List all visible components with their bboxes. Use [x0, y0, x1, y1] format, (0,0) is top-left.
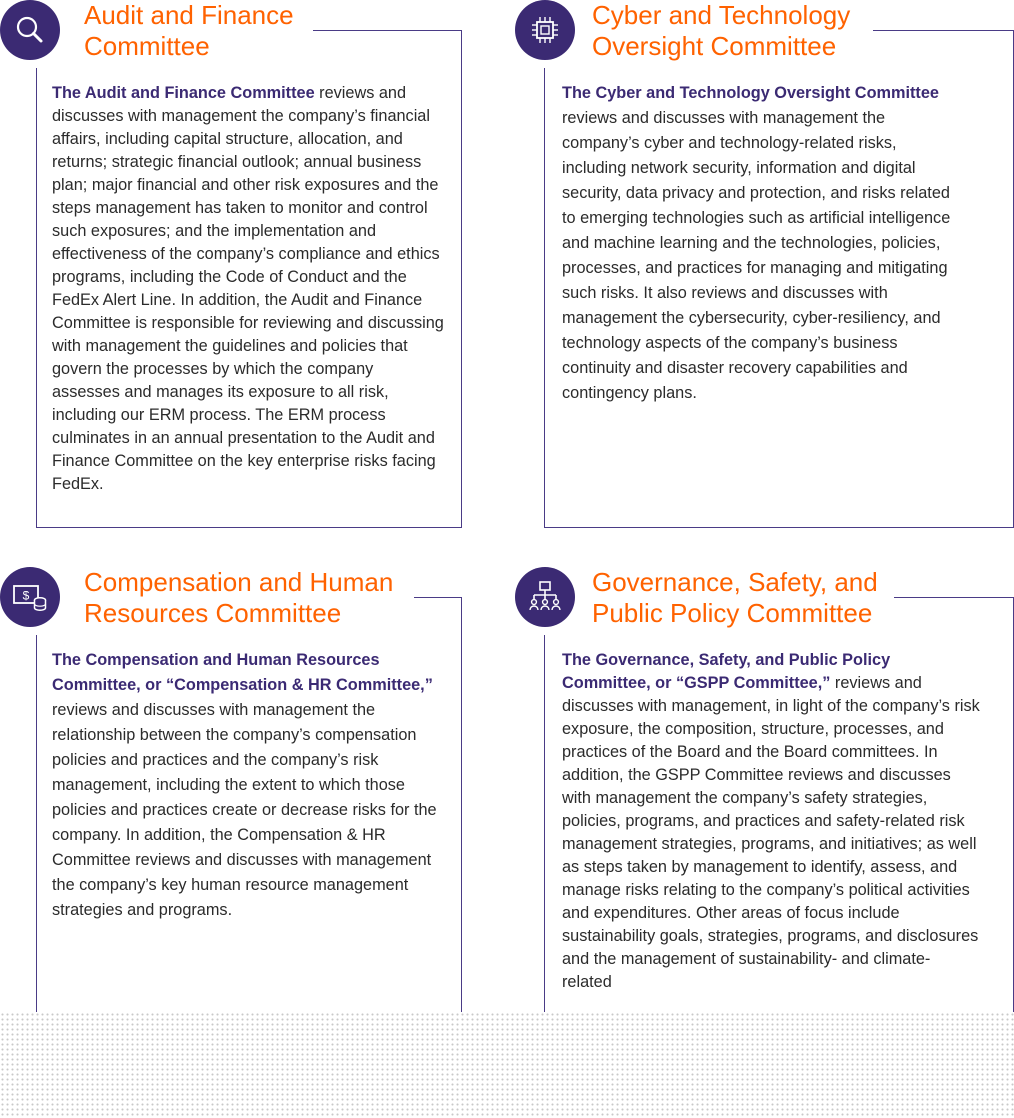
title-line-2: Public Policy Committee — [592, 598, 873, 628]
title-line-2: Resources Committee — [84, 598, 342, 628]
committee-description — [562, 81, 962, 406]
title-line-1: Cyber and Technology — [592, 0, 851, 30]
title-line-2: Oversight Committee — [592, 31, 837, 61]
svg-text:$: $ — [22, 588, 30, 603]
committee-lead: The Cyber and Technology Oversight Committee — [562, 84, 939, 102]
committee-lead: The Compensation and Human Resources Committee, or “Compensation & HR Committee,” — [52, 651, 433, 694]
committee-description — [562, 649, 980, 994]
title-line-1: Compensation and Human — [84, 567, 394, 597]
dotted-background-band — [0, 1012, 1014, 1118]
committee-body: reviews and discusses with management the company’s cyber and technology-related risks, including network security, information and digital security, data privacy and protection, and risks related to emerging technologies such as artificial intelligence and machine learning and the technologies, policies, processes, and practices for managing and mitigating such risks. It also reviews and discusses with management the cybersecurity, cyber-resiliency, and technology aspects of the company’s business continuity and disaster recovery capabilities and contingency plans. — [562, 109, 951, 402]
committee-body: reviews and discusses with management the company’s financial affairs, including capital structure, allocation, and returns; strategic financial outlook; annual business plan; major financial and other risk exposures and the steps management has taken to monitor and control such exposures; and the implementation and effectiveness of the company’s compliance and ethics programs, including the Code of Conduct and the FedEx Alert Line. In addition, the Audit and Finance Committee is responsible for reviewing and discussing with management the guidelines and policies that govern the processes by which the company assesses and manages its exposure to all risk, including our ERM process. The ERM process culminates in an annual presentation to the Audit and Finance Committee on the key enterprise risks facing FedEx. — [52, 84, 444, 493]
frame-left-line — [544, 635, 545, 1018]
title-line-2: Committee — [84, 31, 210, 61]
committee-lead: The Audit and Finance Committee — [52, 84, 315, 102]
committee-body: reviews and discusses with management, in light of the company’s risk exposure, the composition, structure, processes, and practices of the Board and the Board committees. In addition, the GSPP Committee reviews and discusses with management the company’s safety strategies, policies, programs, and practices and safety-related risk management strategies, programs, and initiatives; as well as steps taken by management to identify, assess, and manage risks relating to the company’s political activities and expenditures. Other areas of focus include sustainability goals, strategies, programs, and disclosures and the management of sustainability- and climate-related — [562, 674, 980, 991]
frame-left-line — [36, 68, 37, 528]
title-line-1: Governance, Safety, and — [592, 567, 878, 597]
frame-left-line — [36, 635, 37, 1018]
committee-body: reviews and discusses with management the relationship between the company’s compensation policies and practices and the company’s risk management, including the extent to which those policies and practices create or decrease risks for the company. In addition, the Compensation & HR Committee reviews and discusses with management the company’s key human resource management strategies and programs. — [52, 701, 437, 919]
committee-lead: The Governance, Safety, and Public Policy Committee, or “GSPP Committee,” — [562, 651, 891, 692]
frame-left-line — [544, 68, 545, 528]
committee-description — [52, 82, 444, 496]
title-line-1: Audit and Finance — [84, 0, 294, 30]
committee-description — [52, 648, 447, 923]
